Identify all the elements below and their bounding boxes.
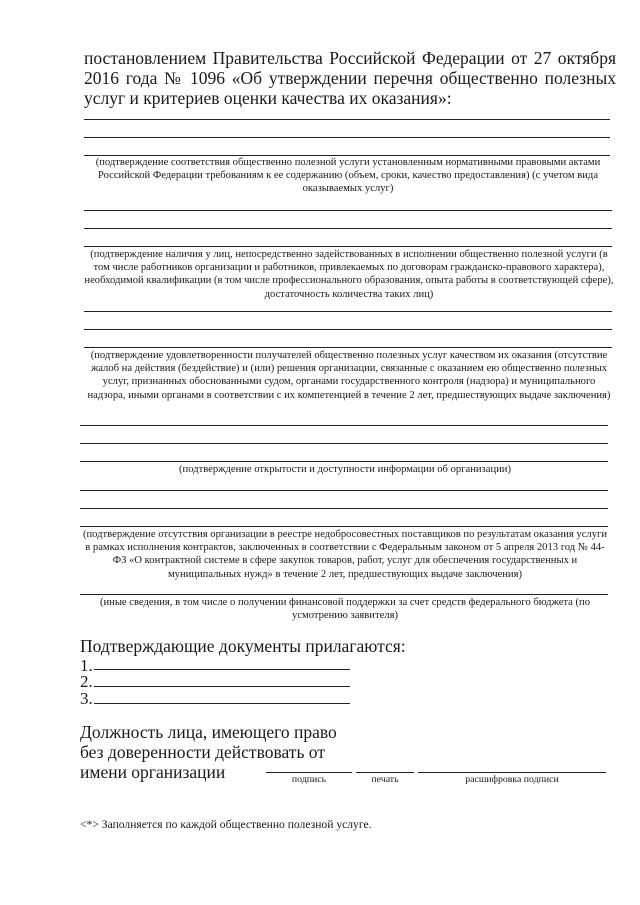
caption-compliance: (подтверждение соответствия общественно полезной услуги установленным нормативными правовыми актами Российской Федерации требованиям к ее содержанию (объем, сроки, качество предоставления) (с учетом вида оказываемых услуг) <box>95 157 601 195</box>
fill-line[interactable] <box>84 210 612 211</box>
signature-line[interactable] <box>266 772 352 773</box>
stamp-label: печать <box>371 774 399 785</box>
signatory-position: Должность лица, имеющего право без доверенности действовать от имени организации <box>80 722 337 782</box>
fill-line[interactable] <box>84 246 612 247</box>
fill-line[interactable] <box>84 311 612 312</box>
fill-line[interactable] <box>84 137 610 138</box>
fill-line[interactable] <box>80 526 608 527</box>
fill-line[interactable] <box>84 347 612 348</box>
fill-line[interactable] <box>80 490 608 491</box>
document-item-number: 1. <box>80 656 93 675</box>
decoding-line[interactable] <box>418 772 606 773</box>
caption-other: (иные сведения, в том числе о получении финансовой поддержки за счет средств федерального бюджета (по усмотрению заявителя) <box>99 597 591 622</box>
fill-line[interactable] <box>84 228 612 229</box>
fill-line[interactable] <box>80 508 608 509</box>
document-item-number: 2. <box>80 672 93 691</box>
caption-satisfaction: (подтверждение удовлетворенности получателей общественно полезных услуг качеством их оказания (отсутствие жалоб на действия (бездействие) и (или) решения организации, связанные с оказанием ею общественно полезных услуг, признанных обоснованными судом, органами государственного контроля (надзора) и муниципального надзора, иными органами в соответствии с их компетенцией в течение 2 лет, предшествующих выдаче заключения) <box>87 350 611 401</box>
fill-line[interactable] <box>84 119 610 120</box>
fill-line[interactable] <box>80 594 608 595</box>
caption-registry: (подтверждение отсутствия организации в реестре недобросовестных поставщиков по результатам оказания услуги в рамках исполнения контрактов, заключенных в соответствии с Федеральным законом от 5 апреля 2013 год № 44-ФЗ «О контрактной системе в сфере закупок товаров, работ, услуг для обеспечения государственных и муниципальных нужд» в течение 2 лет, предшествующих выдаче заключения) <box>82 529 608 580</box>
footnote: <*> Заполняется по каждой общественно полезной услуге. <box>80 818 372 831</box>
signature-label: подпись <box>291 774 327 785</box>
caption-personnel: (подтверждение наличия у лиц, непосредственно задействованных в исполнении общественно полезной услуги (в том числе работников организации и работников, привлекаемых по договорам гражданско-правового характера), необходимой квалификации (в том числе профессионального образования, опыта работы в соответствующей сфере), достаточность количества таких лиц) <box>84 249 614 300</box>
documents-title: Подтверждающие документы прилагаются: <box>80 636 406 656</box>
fill-line[interactable] <box>80 425 608 426</box>
document-item-line[interactable] <box>94 686 350 687</box>
document-item-number: 3. <box>80 689 93 708</box>
caption-openness: (подтверждение открытости и доступности информации об организации) <box>179 464 511 475</box>
document-item-line[interactable] <box>94 669 350 670</box>
fill-line[interactable] <box>84 329 612 330</box>
intro-paragraph: постановлением Правительства Российской Федерации от 27 октября 2016 года № 1096 «Об утверждении перечня общественно полезных услуг и критериев оценки качества их оказания»: <box>84 48 616 108</box>
decoding-label: расшифровка подписи <box>465 774 559 785</box>
fill-line[interactable] <box>80 443 608 444</box>
document-item-line[interactable] <box>94 703 350 704</box>
stamp-line[interactable] <box>356 772 414 773</box>
fill-line[interactable] <box>80 461 608 462</box>
